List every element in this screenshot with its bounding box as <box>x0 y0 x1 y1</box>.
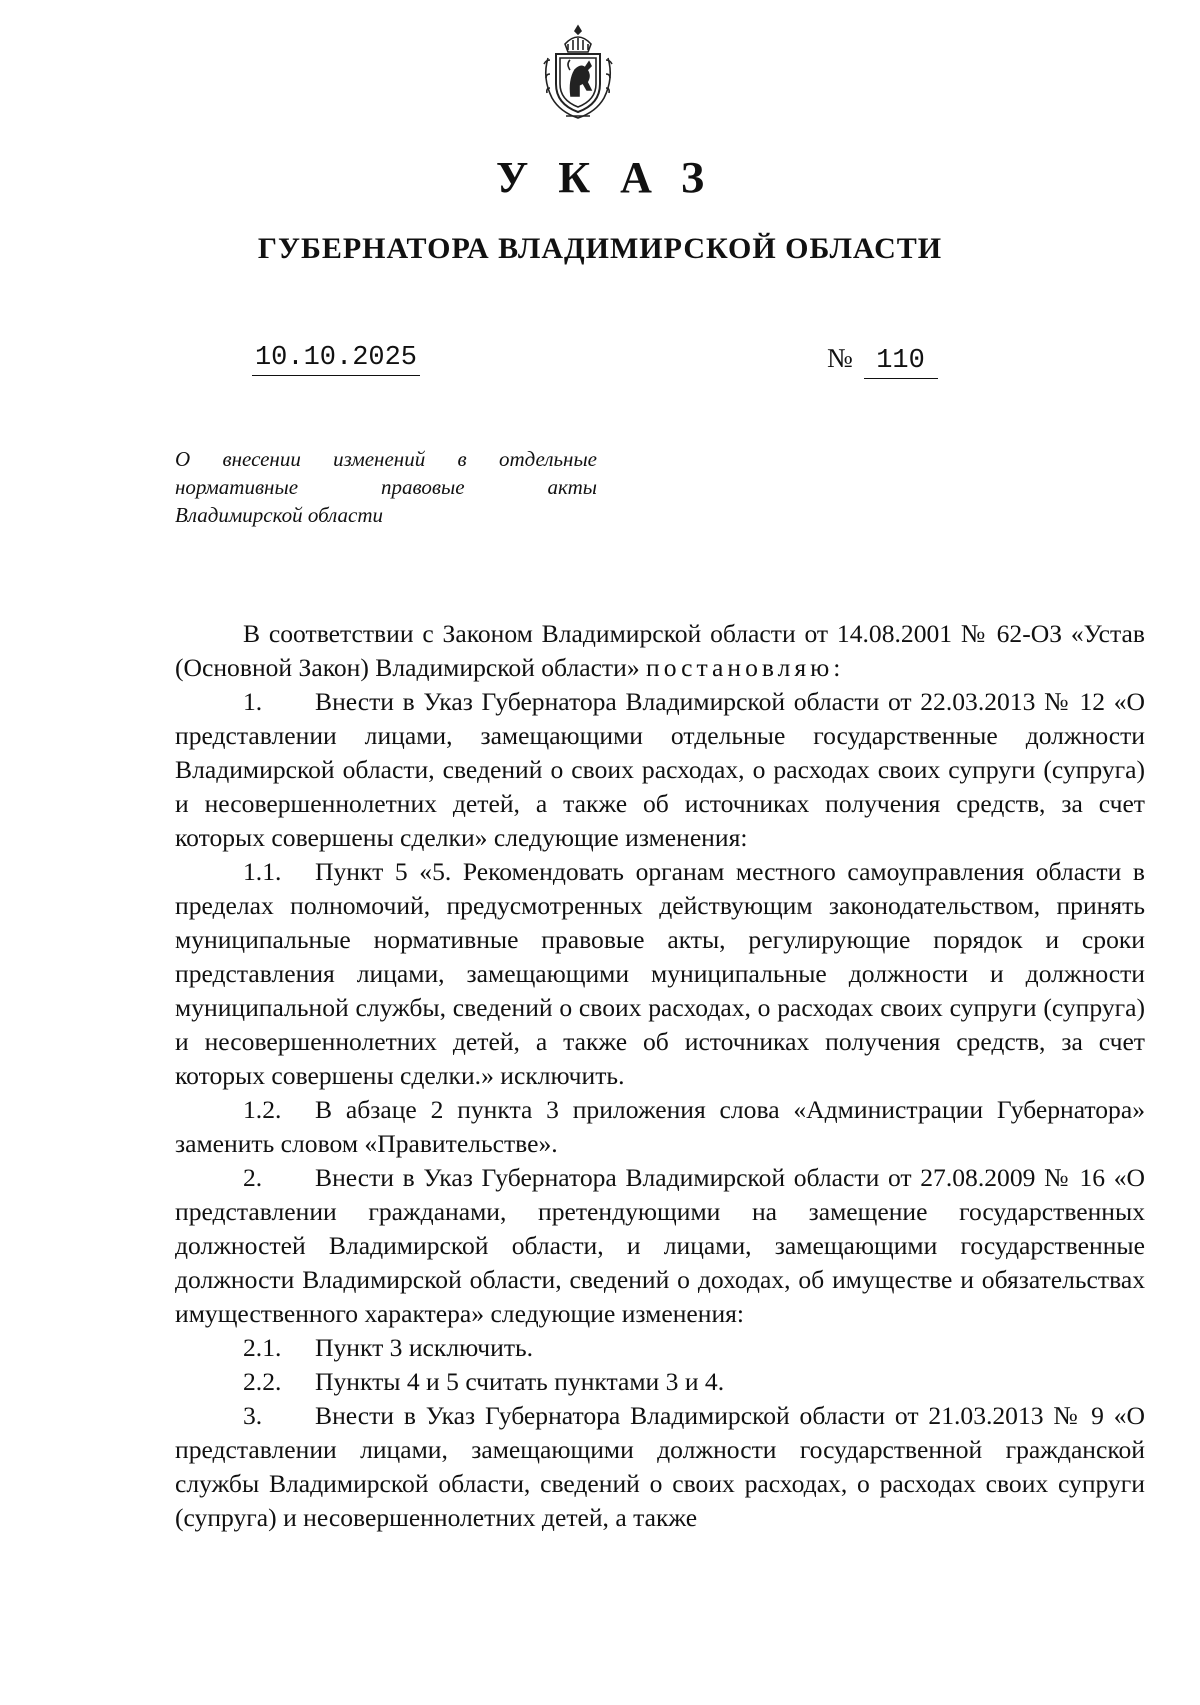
clause-paragraph <box>175 1365 1145 1399</box>
subject-line: О внесении изменений в отдельные <box>175 447 597 471</box>
decree-subject <box>175 445 597 529</box>
clause-number: 2.2. <box>243 1367 282 1396</box>
document-title: УКАЗ <box>495 153 735 202</box>
clause-paragraph <box>175 1161 1145 1331</box>
clause-number: 1.2. <box>243 1095 282 1124</box>
clause-number: 2. <box>243 1163 263 1192</box>
subject-line: Владимирской области <box>175 503 384 527</box>
clause-paragraph <box>175 1331 1145 1365</box>
clause-text: Внести в Указ Губернатора Владимирской области от 21.03.2013 № 9 «О представлении лицами, замещающими должности государственной гражданской службы Владимирской области, сведений о своих расходах, о расходах своих супруги (супруга) и несовершеннолетних детей, а также <box>175 1401 1145 1532</box>
document-issuer: ГУБЕРНАТОРА ВЛАДИМИРСКОЙ ОБЛАСТИ <box>257 232 943 265</box>
preamble-text: В соответствии с Законом Владимирской области от 14.08.2001 № 62-ОЗ «Устав (Основной Закон) Владимирской области» <box>175 619 1145 682</box>
clause-text: В абзаце 2 пункта 3 приложения слова «Администрации Губернатора» заменить словом «Правительстве». <box>175 1095 1145 1158</box>
number-sign: № <box>827 343 853 373</box>
preamble-paragraph <box>175 617 1145 685</box>
clause-paragraph <box>175 1093 1145 1161</box>
clause-text: Внести в Указ Губернатора Владимирской области от 22.03.2013 № 12 «О представлении лицами, замещающими отдельные государственные должности Владимирской области, сведений о своих расходах, о расходах своих супруги (супруга) и несовершеннолетних детей, а также об источниках получения средств, за счет которых совершены сделки» следующие изменения: <box>175 687 1145 852</box>
decree-date: 10.10.2025 <box>252 343 420 376</box>
clause-text: Пункт 3 исключить. <box>315 1333 534 1362</box>
coat-of-arms-icon <box>538 22 618 122</box>
clause-paragraph <box>175 855 1145 1093</box>
subject-line: нормативные правовые акты <box>175 475 597 499</box>
clause-paragraph <box>175 1399 1145 1535</box>
clause-text: Внести в Указ Губернатора Владимирской области от 27.08.2009 № 16 «О представлении гражданами, претендующими на замещение государственных должностей Владимирской области, и лицами, замещающими государственные должности Владимирской области, сведений о доходах, об имуществе и обязательствах имущественного характера» следующие изменения: <box>175 1163 1145 1328</box>
decree-word: постановляю: <box>646 653 845 682</box>
clause-number: 1.1. <box>243 857 282 886</box>
decree-body <box>175 617 1145 1535</box>
clause-text: Пункт 5 «5. Рекомендовать органам местного самоуправления области в пределах полномочий, предусмотренных действующим законодательством, принять муниципальные нормативные правовые акты, регулирующие порядок и сроки представления лицами, замещающими муниципальные должности и должности муниципальной службы, сведений о своих расходах, о расходах своих супруги (супруга) и несовершеннолетних детей, а также об источниках получения средств, за счет которых совершены сделки.» исключить. <box>175 857 1145 1090</box>
clause-number: 1. <box>243 687 263 716</box>
clause-number: 2.1. <box>243 1333 282 1362</box>
decree-number-block <box>827 343 938 379</box>
clause-text: Пункты 4 и 5 считать пунктами 3 и 4. <box>315 1367 725 1396</box>
clause-paragraph <box>175 685 1145 855</box>
decree-number: 110 <box>864 346 938 379</box>
clause-number: 3. <box>243 1401 263 1430</box>
